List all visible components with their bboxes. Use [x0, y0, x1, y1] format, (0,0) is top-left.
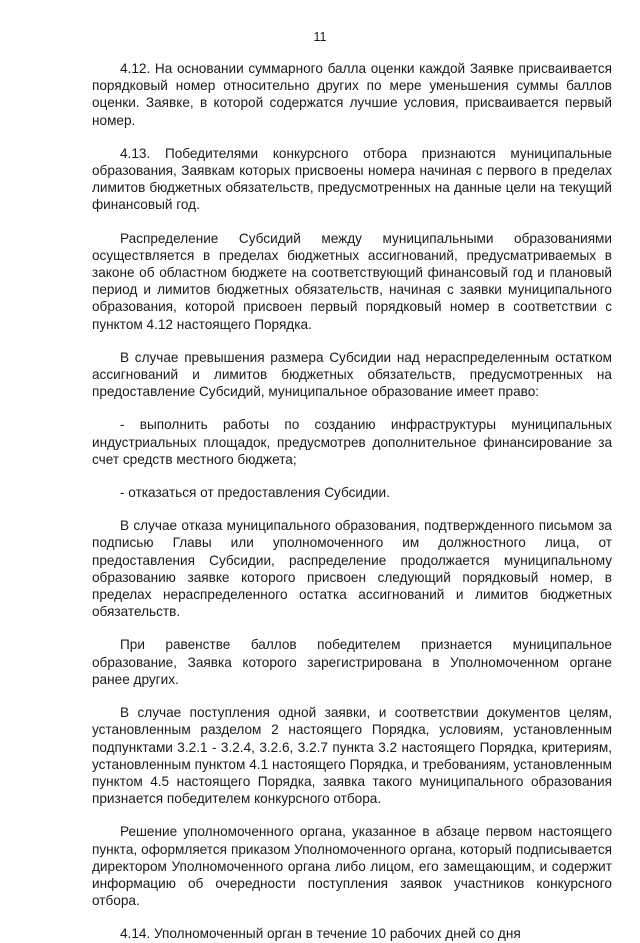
paragraph-decision-order: Решение уполномоченного органа, указанное в абзаце первом настоящего пункта, оформляется приказом Уполномоченного органа, который подписывается директором Уполномоченного органа либо лицом, его замещающим, и содержит информацию об очередности поступления заявок участников конкурсного отбора.	[92, 824, 612, 909]
paragraph-subsidy-excess: В случае превышения размера Субсидии над нераспределенным остатком ассигнований и лимитов бюджетных обязательств, предусмотренных на предоставление Субсидий, муниципальное образование имеет право:	[92, 349, 612, 400]
page-number: 11	[313, 30, 327, 44]
list-item-perform-works: - выполнить работы по созданию инфраструктуры муниципальных индустриальных площадок, предусмотрев дополнительное финансирование за счет средств местного бюджета;	[92, 417, 612, 467]
paragraph-refusal-case: В случае отказа муниципального образования, подтвержденного письмом за подписью Главы или уполномоченного им должностного лица, от предоставления Субсидии, распределение продолжается муниципальному образованию заявке которого присвоен следующий порядковый номер, в пределах нераспределенного остатка ассигнований и лимитов бюджетных обязательств.	[92, 518, 612, 620]
paragraph-subsidy-distribution: Распределение Субсидий между муниципальными образованиями осуществляется в пределах бюджетных ассигнований, предусматриваемых в законе об областном бюджете на соответствующий финансовый год и плановый период и лимитов бюджетных обязательств, начиная с заявки муниципального образования, которой присвоен первый порядковый номер в соответствии с пунктом 4.12 настоящего Порядка.	[92, 230, 612, 332]
document-body	[92, 60, 612, 943]
paragraph-4-14: 4.14. Уполномоченный орган в течение 10 рабочих дней со дня	[120, 926, 521, 942]
paragraph-equal-scores: При равенстве баллов победителем признается муниципальное образование, Заявка которого зарегистрирована в Уполномоченном органе ранее других.	[92, 637, 612, 687]
paragraph-4-12: 4.12. На основании суммарного балла оценки каждой Заявке присваивается порядковый номер относительно других по мере уменьшения суммы баллов оценки. Заявке, в которой содержатся лучшие условия, присваивается первый номер.	[92, 61, 612, 128]
paragraph-single-application: В случае поступления одной заявки, и соответствии документов целям, установленным разделом 2 настоящего Порядка, условиям, установленным подпунктами 3.2.1 - 3.2.4, 3.2.6, 3.2.7 пункта 3.2 настоящего Порядка, критериям, установленным пунктом 4.1 настоящего Порядка, и требованиям, установленным пунктом 4.5 настоящего Порядка, заявка такого муниципального образования признается победителем конкурсного отбора.	[92, 705, 612, 807]
paragraph-4-13: 4.13. Победителями конкурсного отбора признаются муниципальные образования, Заявкам которых присвоены номера начиная с первого в пределах лимитов бюджетных обязательств, предусмотренных на данные цели на текущий финансовый год.	[92, 145, 612, 213]
list-item-refuse-subsidy: - отказаться от предоставления Субсидии.	[120, 485, 390, 501]
